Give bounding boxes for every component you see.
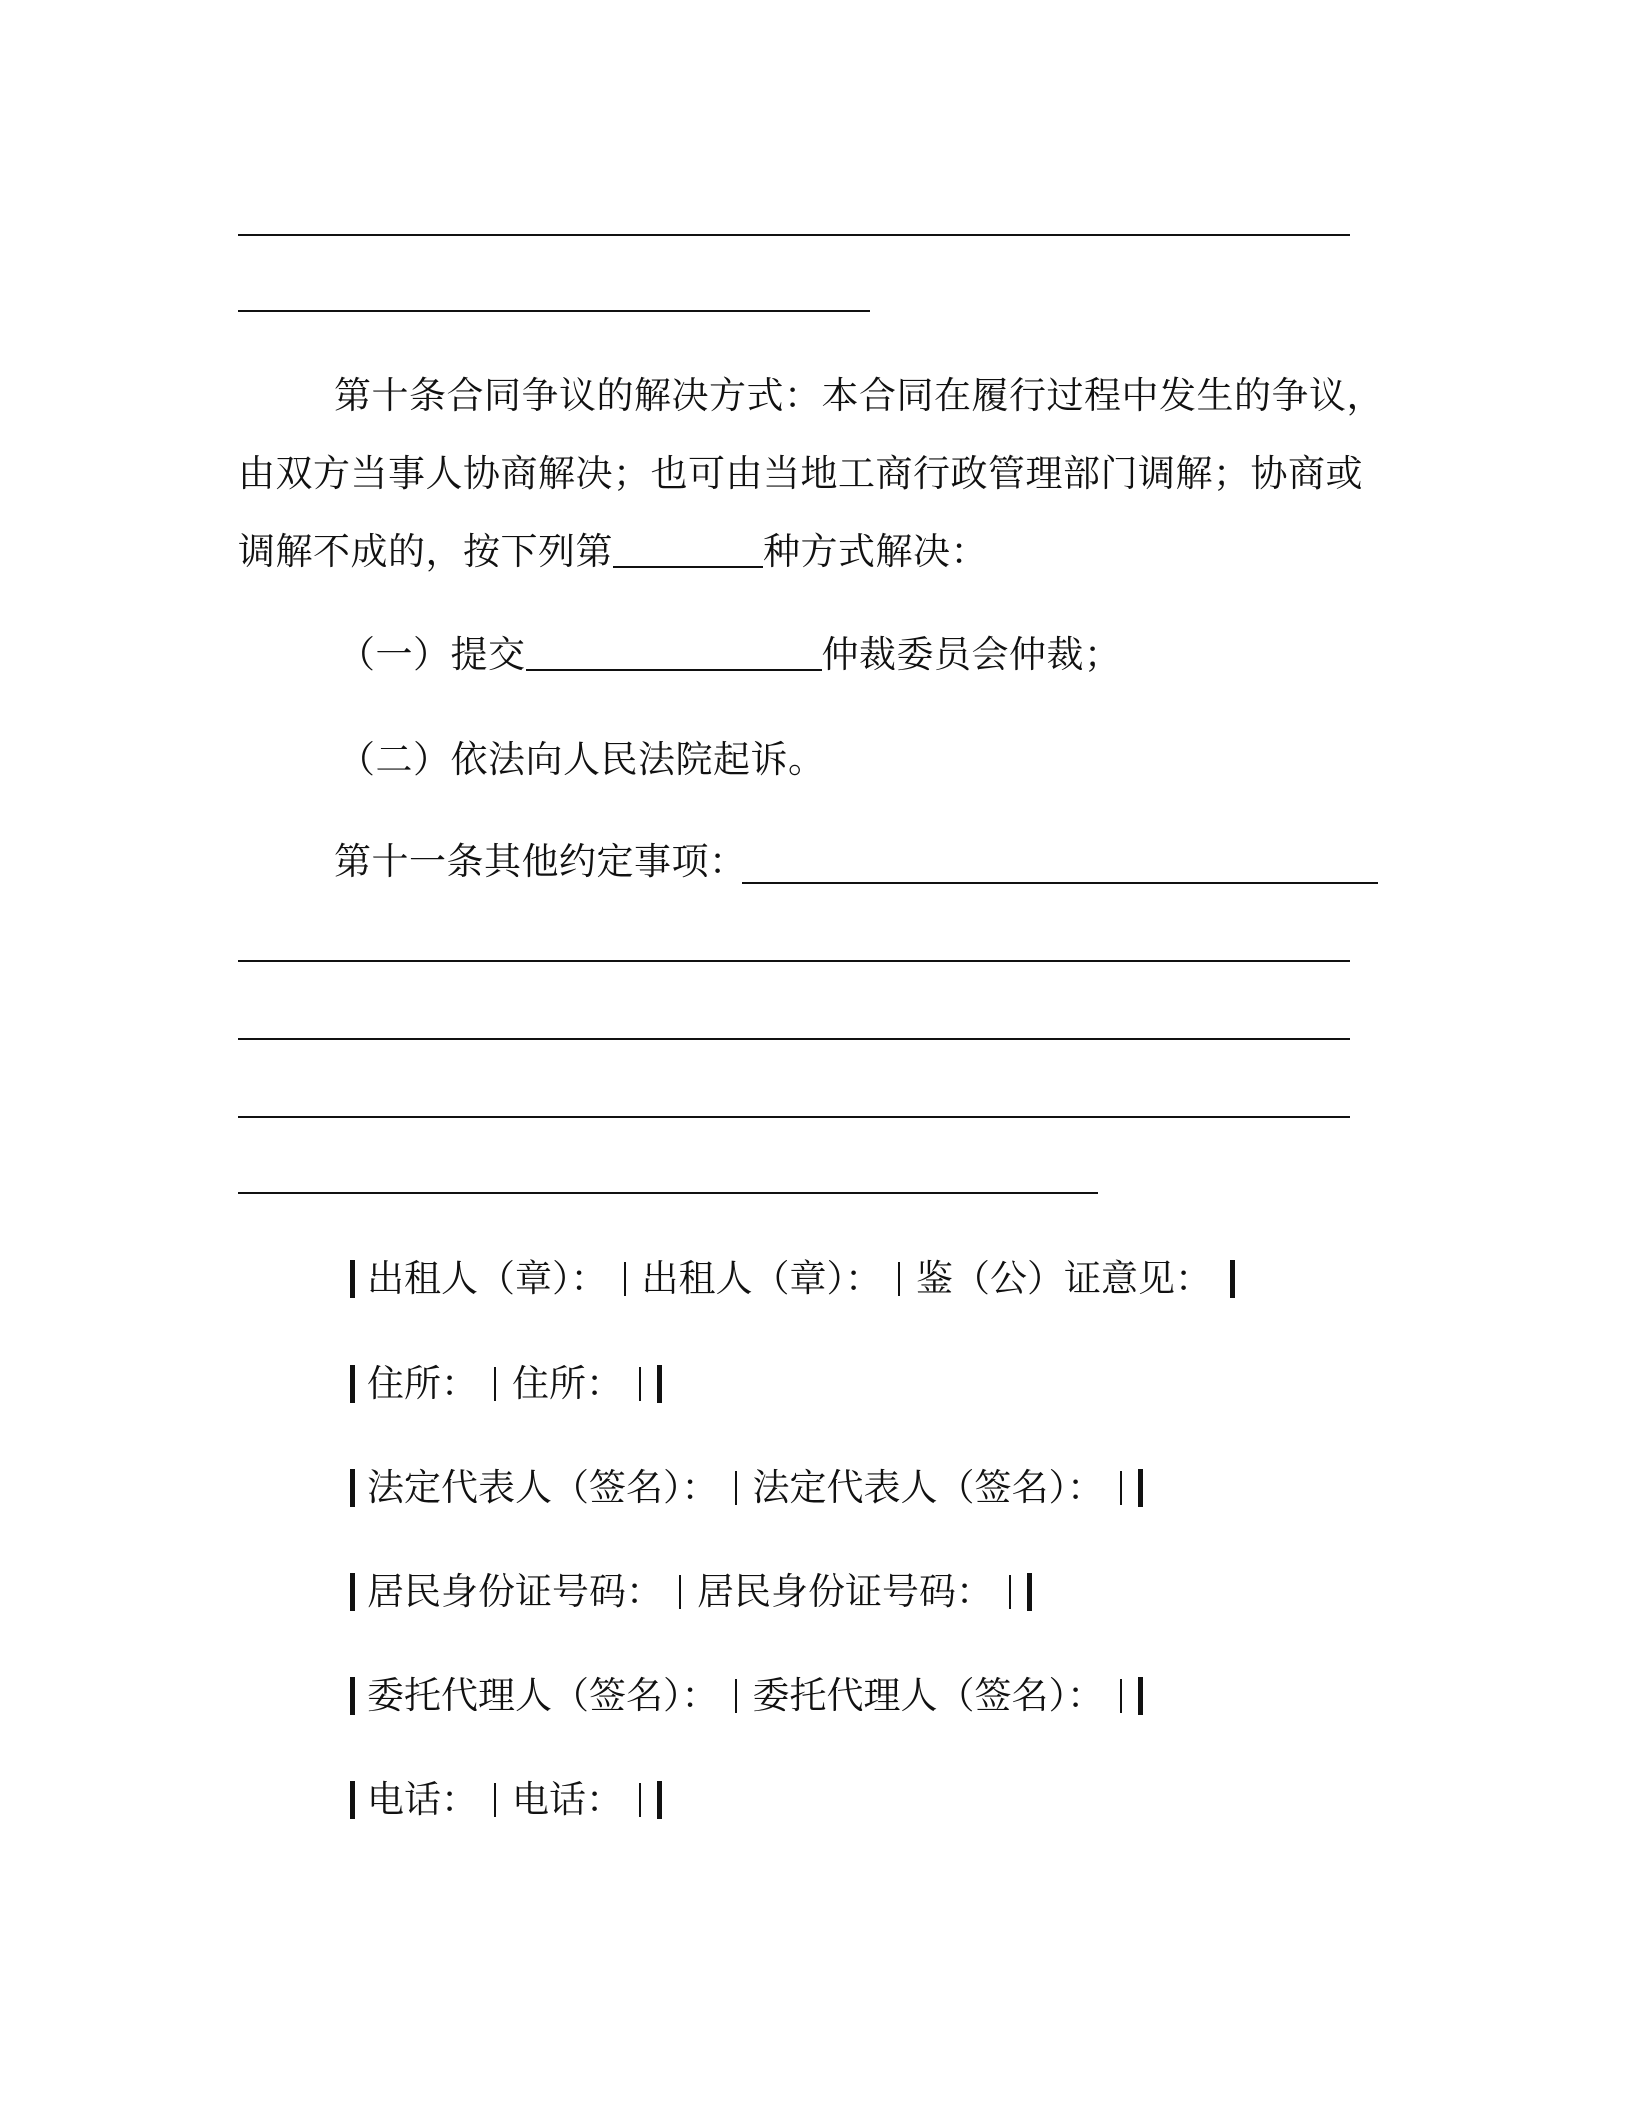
- method-number-blank[interactable]: [613, 532, 763, 568]
- signature-row-lessor: [350, 1257, 1235, 1301]
- signature-row-agent: [350, 1674, 1143, 1718]
- cell-divider: [639, 1783, 641, 1817]
- signature-cell: 居民身份证号码：: [697, 1570, 993, 1613]
- signature-cell: 法定代表人（签名）：: [752, 1466, 1104, 1509]
- cell-divider: [624, 1262, 626, 1296]
- other-terms-line-4[interactable]: [238, 1116, 1350, 1118]
- signature-row-phone: [350, 1778, 662, 1822]
- cell-divider: [1120, 1679, 1122, 1713]
- signature-cell: 电话：: [512, 1778, 623, 1821]
- row-border: [1230, 1260, 1235, 1298]
- cell-divider: [494, 1783, 496, 1817]
- signature-cell: 委托代理人（签名）：: [367, 1674, 719, 1717]
- cell-divider: [898, 1262, 900, 1296]
- row-border: [350, 1469, 355, 1507]
- cell-divider: [1009, 1575, 1011, 1609]
- signature-cell: 住所：: [367, 1362, 478, 1405]
- cell-divider: [639, 1367, 641, 1401]
- article10-line2: 由双方当事人协商解决；也可由当地工商行政管理部门调解；协商或: [238, 452, 1363, 495]
- signature-cell: 出租人（章）：: [641, 1257, 882, 1300]
- option-court: （二）依法向人民法院起诉。: [338, 738, 826, 781]
- row-border: [350, 1781, 355, 1819]
- article11-label: 第十一条其他约定事项：: [334, 840, 747, 883]
- signature-row-id-number: [350, 1570, 1032, 1614]
- signature-row-address: [350, 1362, 662, 1406]
- row-border: [1138, 1469, 1143, 1507]
- row-border: [350, 1260, 355, 1298]
- arbitration-committee-blank[interactable]: [526, 635, 822, 671]
- other-terms-line-1[interactable]: [742, 882, 1378, 884]
- signature-cell: 法定代表人（签名）：: [367, 1466, 719, 1509]
- row-border: [657, 1781, 662, 1819]
- cell-divider: [494, 1367, 496, 1401]
- fill-line-top-1: [238, 234, 1350, 236]
- other-terms-line-2[interactable]: [238, 960, 1350, 962]
- row-border: [1138, 1677, 1143, 1715]
- article10-line3: [238, 530, 988, 574]
- row-border: [1027, 1573, 1032, 1611]
- signature-cell: 居民身份证号码：: [367, 1570, 663, 1613]
- cell-divider: [679, 1575, 681, 1609]
- cell-divider: [735, 1471, 737, 1505]
- signature-cell: 鉴（公）证意见：: [916, 1257, 1212, 1300]
- signature-row-legal-rep: [350, 1466, 1143, 1510]
- option-arbitration-end: 仲裁委员会仲裁；: [821, 633, 1122, 676]
- article10-line1: 第十条合同争议的解决方式：本合同在履行过程中发生的争议，: [334, 374, 1384, 417]
- article10-line3-end: 种方式解决：: [763, 530, 988, 573]
- other-terms-line-3[interactable]: [238, 1038, 1350, 1040]
- signature-cell: 电话：: [367, 1778, 478, 1821]
- article10-line3-start: 调解不成的，按下列第: [238, 530, 613, 573]
- row-border: [350, 1573, 355, 1611]
- signature-cell: 委托代理人（签名）：: [752, 1674, 1104, 1717]
- option-arbitration: [338, 633, 1122, 677]
- signature-cell: 住所：: [512, 1362, 623, 1405]
- row-border: [350, 1365, 355, 1403]
- signature-cell: 出租人（章）：: [367, 1257, 608, 1300]
- cell-divider: [1120, 1471, 1122, 1505]
- other-terms-line-5[interactable]: [238, 1192, 1098, 1194]
- fill-line-top-2: [238, 310, 870, 312]
- cell-divider: [735, 1679, 737, 1713]
- row-border: [657, 1365, 662, 1403]
- row-border: [350, 1677, 355, 1715]
- option-arbitration-start: （一）提交: [338, 633, 526, 676]
